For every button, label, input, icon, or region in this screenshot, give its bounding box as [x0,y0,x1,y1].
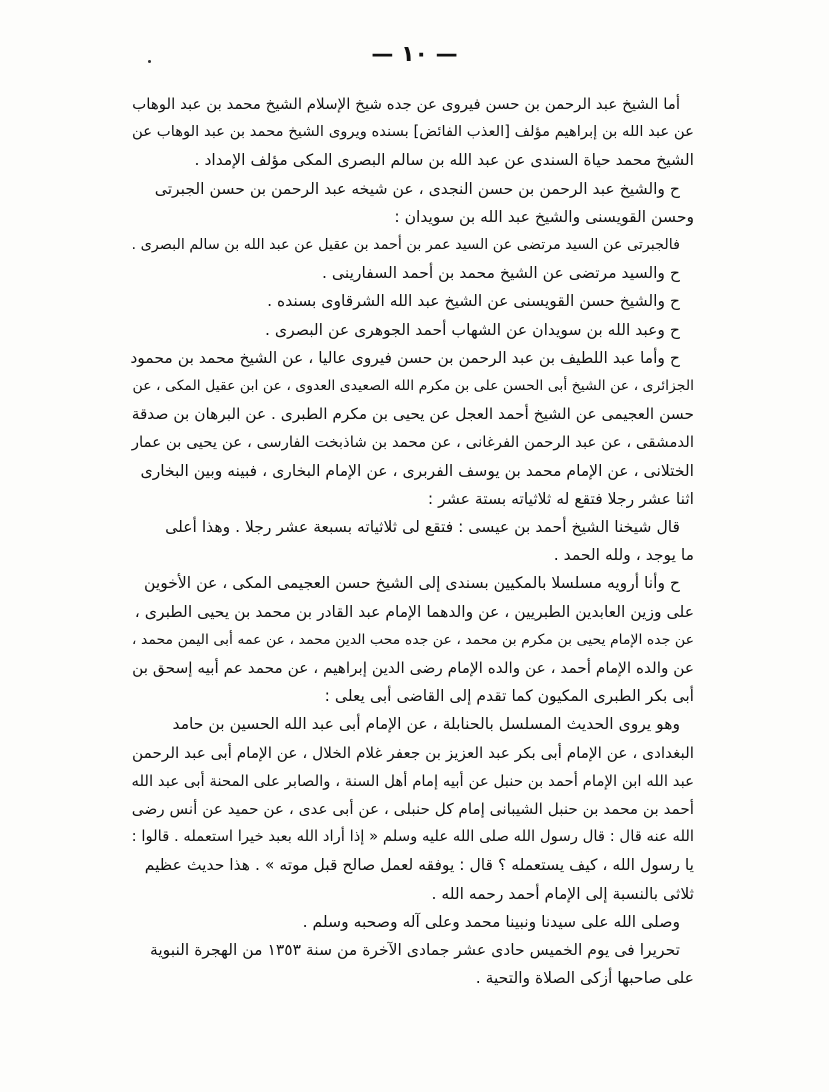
ink-speck [148,60,151,63]
text-line: على صاحبها أزكى الصلاة والتحية . [475,969,694,988]
text-line: وصلى الله على سيدنا ونبينا محمد وعلى آله وصحبه وسلم . [302,912,680,931]
text-line: الجزائرى ، عن الشيخ أبى الحسن على بن مكرم الله الصعيدى العدوى ، عن ابن عقيل المكى ، عن [132,378,694,395]
text-line: ثلاثى بالنسبة إلى الإمام أحمد رحمه الله . [431,884,694,903]
text-line: وحسن القويسنى والشيخ عبد الله بن سويدان : [394,207,694,226]
text-line: أبى بكر الطبرى المكيون كما تقدم إلى القاضى أبى يعلى : [324,687,694,706]
text-line: عن جده الإمام يحيى بن مكرم بن محمد ، عن جده محب الدين محمد ، عن عمه أبى اليمن محمد ، [131,631,694,648]
text-line: تحريرا فى يوم الخميس حادى عشر جمادى الآخرة من سنة ١٣٥٣ من الهجرة النبوية [149,941,680,960]
text-line: ح وأنا أرويه مسلسلا بالمكيين بسندى إلى الشيخ حسن العجيمى المكى ، عن الأخوين [144,574,680,593]
text-line: ما يوجد ، ولله الحمد . [553,546,694,565]
text-line: عن عبد الله بن إبراهيم مؤلف [العذب الفائض] بسنده ويروى الشيخ محمد بن عبد الوهاب عن [132,123,694,141]
text-line: ح وأما عبد اللطيف بن عبد الرحمن بن حسن فيروى عاليا ، عن الشيخ محمد بن محمود [130,348,680,367]
text-line: الدمشقى ، عن عبد الرحمن الفرغانى ، عن محمد بن شاذبخت الفارسى ، عن يحيى بن عمار [131,433,694,452]
text-line: حسن العجيمى عن الشيخ أحمد العجل عن يحيى بن مكرم الطبرى . عن البرهان بن صدقة [131,405,694,424]
text-line: ح والشيخ حسن القويسنى عن الشيخ عبد الله الشرقاوى بسنده . [267,292,680,311]
text-line: فالجبرتى عن السيد مرتضى عن السيد عمر بن أحمد بن عقيل عن عبد الله بن سالم البصرى . [131,237,680,254]
text-line: ح والسيد مرتضى عن الشيخ محمد بن أحمد السفارينى . [321,264,680,283]
text-line: أما الشيخ عبد الرحمن بن حسن فيروى عن جده شيخ الإسلام الشيخ محمد بن عبد الوهاب [132,95,680,113]
text-line: البغدادى ، عن الإمام أبى بكر عبد العزيز بن جعفر غلام الخلال ، عن الإمام أبى عبد الرحمن [132,743,694,762]
text-line: وهو يروى الحديث المسلسل بالحنابلة ، عن الإمام أبى عبد الله الحسين بن حامد [172,715,680,734]
page-number: — ١٠ — [371,42,458,67]
text-line: الختلانى ، عن الإمام محمد بن يوسف الفربرى ، عن الإمام البخارى ، فبينه وبين البخارى [140,461,694,480]
text-line: الشيخ محمد حياة السندى عن عبد الله بن سالم البصرى المكى مؤلف الإمداد . [194,151,694,170]
text-line: ح وعبد الله بن سويدان عن الشهاب أحمد الجوهرى عن البصرى . [264,320,680,339]
text-line: ح والشيخ عبد الرحمن بن حسن النجدى ، عن شيخه عبد الرحمن بن حسن الجبرتى [154,179,680,198]
text-line: أحمد بن محمد بن حنبل الشيبانى إمام كل حنبلى ، عن أبى عدى ، عن حميد عن أنس رضى [131,800,694,819]
text-line: يا رسول الله ، كيف يستعمله ؟ قال : يوفقه لعمل صالح قبل موته » . هذا حديث عظيم [144,856,694,875]
text-line: عبد الله ابن الإمام أحمد بن حنبل عن أبيه إمام أهل السنة ، والصابر على المحنة أبى عبد الله [131,771,694,790]
text-line: اثنا عشر رجلا فتقع له ثلاثياته بستة عشر : [427,489,694,508]
text-line: قال شيخنا الشيخ أحمد بن عيسى : فتقع لى ثلاثياته بسبعة عشر رجلا . وهذا أعلى [165,518,680,537]
body-text [126,90,694,993]
text-line: على وزين العابدين الطبريين ، عن والدهما الإمام عبد القادر بن محمد بن يحيى الطبرى ، [134,602,694,621]
text-line: الله عنه قال : قال رسول الله صلى الله عليه وسلم « إذا أراد الله بعبد خيرا استعمله . قالوا : [131,828,694,846]
text-line: عن والده الإمام أحمد ، عن والده الإمام رضى الدين إبراهيم ، عن محمد عم أبيه إسحق بن [132,659,694,678]
